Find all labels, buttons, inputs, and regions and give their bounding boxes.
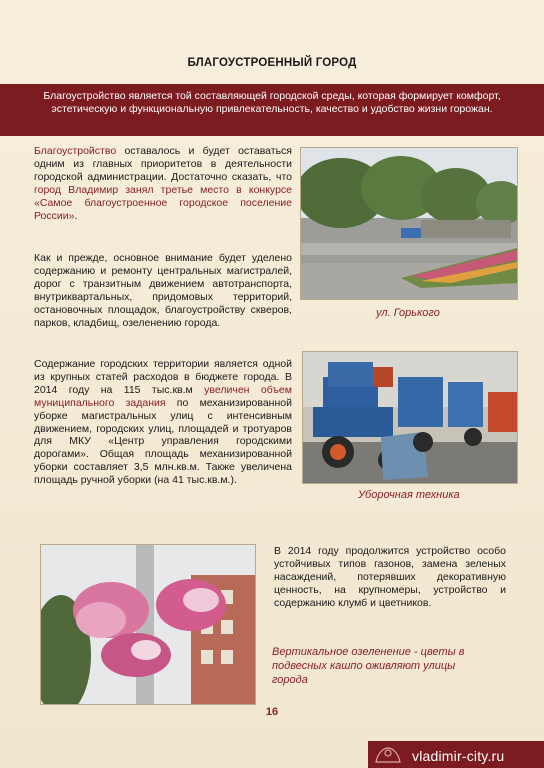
caption-street: ул. Горького xyxy=(376,307,440,319)
paragraph-priorities xyxy=(34,145,292,222)
highlight-contest: город Владимир занял третье место в конкурсе «Самое благоустроенное городское поселение России» xyxy=(34,183,292,222)
page-number: 16 xyxy=(265,706,279,718)
highlight-blagoustroystvo: Благоустройство xyxy=(34,145,117,157)
highlight-volume: увеличен объем муниципального задания xyxy=(34,383,292,409)
paragraph-roads: Как и прежде, основное внимание будет уделено содержанию и ремонту центральных магистралей, дорог с транзитным движением автотранспорта, внутриквартальных, придомовых территорий, остановочных площадок, благоустройству скверов, парков, кладбищ, озеленению города. xyxy=(34,252,292,329)
para3-text-end: по механизированной уборке магистральных улиц с интенсивным движением, городских улиц, площадей и тротуаров для МКУ «Центр управления городскими дорогами». Общая площадь механизированной уборки составляет 3,5 млн.кв.м. Также увеличена площадь ручной уборки (на 41 тыс.кв.м.). xyxy=(34,396,292,487)
caption-flowers: Вертикальное озеленение - цветы в подвесных кашпо оживляют улицы города xyxy=(272,646,465,686)
footer-website-link[interactable]: vladimir-city.ru xyxy=(412,748,505,764)
para1-end: . xyxy=(74,209,78,222)
flowers-image xyxy=(41,545,255,704)
machinery-image xyxy=(303,352,517,483)
photo-machinery xyxy=(302,351,518,484)
photo-gorky-street xyxy=(300,147,518,300)
street-image xyxy=(301,148,517,299)
city-emblem-icon xyxy=(372,744,404,766)
para1-text: оставалось и будет оставаться одним из главных приоритетов в деятельности городской администрации. Достаточно сказать, что xyxy=(34,145,292,183)
para3-text: Содержание городских территории является одной из крупных статей расходов в бюджете города. В 2014 году на 115 тыс.кв.м xyxy=(34,358,292,396)
paragraph-cleaning xyxy=(34,358,292,487)
photo-hanging-flowers xyxy=(40,544,256,705)
page-title: БЛАГОУСТРОЕННЫЙ ГОРОД xyxy=(187,57,357,69)
paragraph-lawns: В 2014 году продолжится устройство особо устойчивых типов газонов, замена зеленых насаждений, потерявших декоративную ценность, на крупномеры, устройство и содержанию клумб и цветников. xyxy=(274,545,506,609)
caption-machinery: Уборочная техника xyxy=(358,489,460,501)
intro-text: Благоустройство является той составляющей городской среды, которая формирует комфорт, эстетическую и функциональную привлекательность, качество и удобство жизни горожан. xyxy=(43,90,501,115)
